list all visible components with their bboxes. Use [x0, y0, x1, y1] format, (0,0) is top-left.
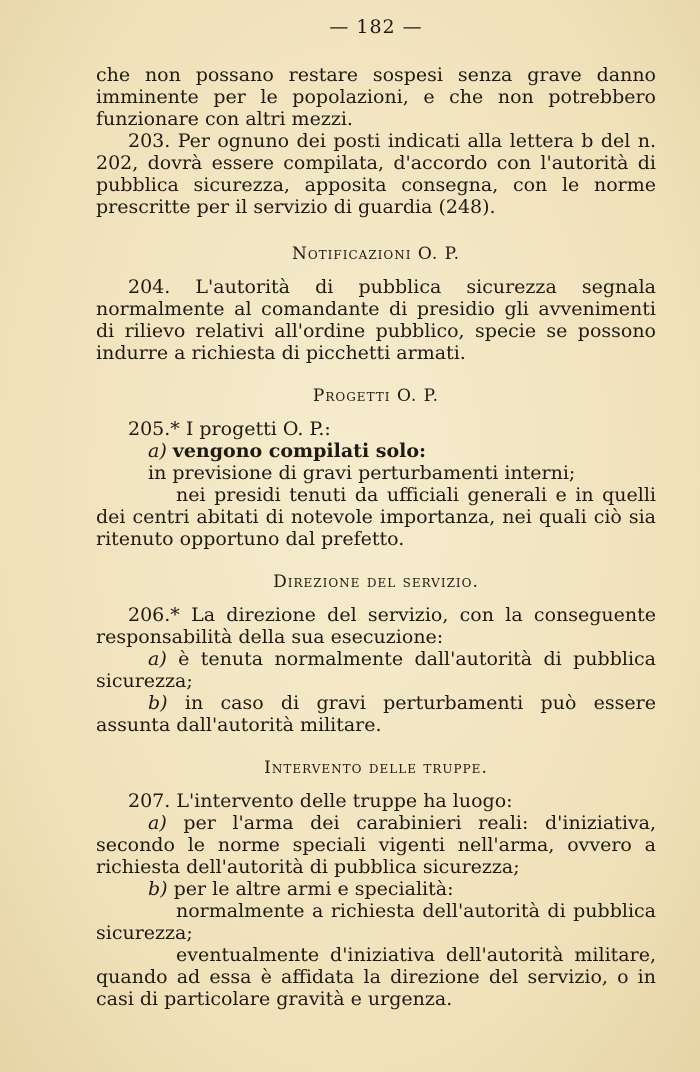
bold-phrase: vengono compilati solo: — [172, 440, 427, 462]
paragraph-207-b-2: eventualmente d'iniziativa dell'autorità militare, quando ad essa è affidata la direzione del servizio, o in casi di particolare gravità e urgenza. — [96, 944, 656, 1010]
item-text: è tenuta normalmente dall'autorità di pubblica sicurezza; — [96, 648, 656, 692]
paragraph-continuation: che non possano restare sospesi senza grave danno imminente per le popolazioni, e che non potrebbero funzionare con altri mezzi. — [96, 64, 656, 130]
paragraph-207-intro: 207. L'intervento delle truppe ha luogo: — [128, 790, 513, 812]
item-letter: a) — [148, 648, 167, 670]
paragraph-207-a — [96, 812, 656, 878]
paragraph-207-b — [96, 878, 656, 900]
item-letter: b) — [148, 692, 168, 714]
paragraph-203: 203. Per ognuno dei posti indicati alla lettera b del n. 202, dovrà essere compilata, d'accordo con l'autorità di pubblica sicurezza, apposita consegna, con le norme prescritte per il servizio di guardia (248). — [96, 130, 656, 218]
paragraph-206-a — [96, 648, 656, 692]
paragraph-206-intro: 206.* La direzione del servizio, con la conseguente responsabilità della sua esecuzione: — [96, 604, 656, 648]
section-heading-direzione: Direzione del servizio. — [273, 572, 479, 592]
item-text: per le altre armi e specialità: — [173, 878, 454, 900]
paragraph-205-a — [96, 440, 656, 462]
item-letter: b) — [148, 878, 168, 900]
paragraph-205-item-1: in previsione di gravi perturbamenti interni; — [148, 462, 576, 484]
paragraph-207-b-1: normalmente a richiesta dell'autorità di pubblica sicurezza; — [96, 900, 656, 944]
section-heading-notificazioni: Notificazioni O. P. — [291, 244, 461, 264]
item-text: per l'arma dei carabinieri reali: d'iniziativa, secondo le norme speciali vigenti nell'arma, ovvero a richiesta dell'autorità di pubblica sicurezza; — [96, 812, 656, 878]
section-heading-progetti: Progetti O. P. — [312, 386, 440, 406]
item-text: in caso di gravi perturbamenti può essere assunta dall'autorità militare. — [96, 692, 656, 736]
item-letter: a) — [148, 812, 167, 834]
item-letter: a) — [148, 440, 167, 462]
paragraph-205-item-2: nei presidi tenuti da ufficiali generali e in quelli dei centri abitati di notevole importanza, nei quali ciò sia ritenuto opportuno dal prefetto. — [96, 484, 656, 550]
paragraph-206-b — [96, 692, 656, 736]
paragraph-205-intro: 205.* I progetti O. P.: — [128, 418, 331, 440]
paragraph-204: 204. L'autorità di pubblica sicurezza segnala normalmente al comandante di presidio gli avvenimenti di rilievo relativi all'ordine pubblico, specie se possono indurre a richiesta di picchetti armati. — [96, 276, 656, 364]
page-number: — 182 — — [329, 16, 423, 38]
section-heading-intervento: Intervento delle truppe. — [264, 758, 488, 778]
